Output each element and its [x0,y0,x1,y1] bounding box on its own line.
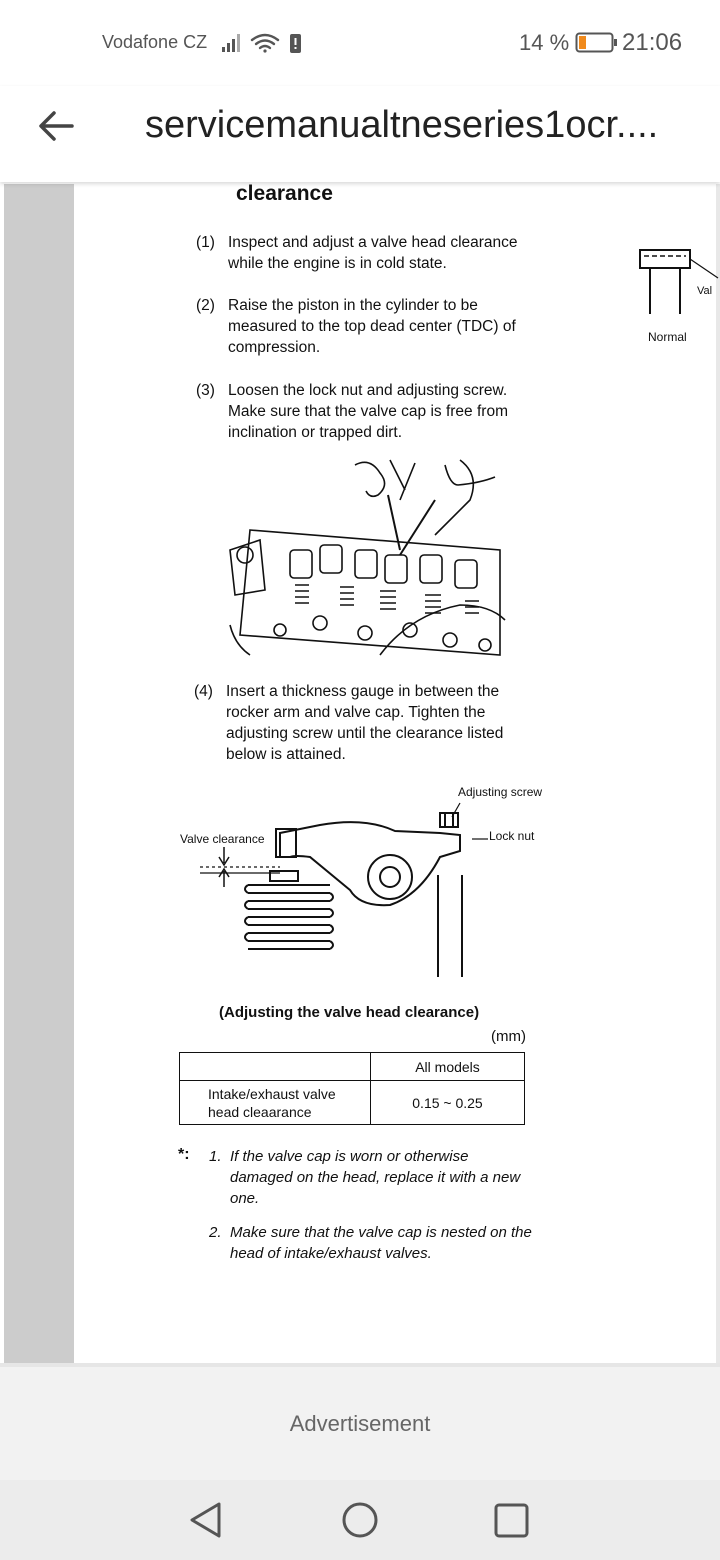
note-number: 1. [209,1148,222,1165]
circle-home-icon[interactable] [340,1500,380,1540]
signal-wifi-icons [220,31,306,55]
note-number: 2. [209,1224,222,1241]
engine-valve-illustration [220,455,510,665]
note-text: If the valve cap is worn or otherwise damaged on the head, replace it with a new one. [230,1148,521,1207]
section-heading: clearance [236,182,333,205]
document-title: servicemanualtneseries1ocr.... [145,104,659,146]
step-1 [196,232,541,276]
step-text: Inspect and adjust a valve head clearance while the engine is in cold state. [228,234,518,272]
page-gutter [4,184,74,1363]
note-text: Make sure that the valve cap is nested on the head of intake/exhaust valves. [230,1224,532,1262]
step-number: (3) [196,382,215,399]
table-cell: Intake/exhaust valve head cleaarance [180,1081,371,1125]
battery-saver-icon [290,34,301,53]
valve-cap-figure [630,246,720,316]
step-text: Loosen the lock nut and adjusting screw. Make sure that the valve cap is free from inclination or trapped dirt. [228,382,508,441]
step-text: Raise the piston in the cylinder to be measured to the top dead center (TDC) of compression. [228,297,516,356]
table-unit: (mm) [491,1028,526,1045]
table-header-cell [180,1053,371,1081]
triangle-back-icon[interactable] [186,1500,226,1540]
advertisement-label: Advertisement [289,1411,431,1436]
clock: 21:06 [622,29,683,56]
clearance-table [179,1052,525,1125]
label-lock-nut: Lock nut [489,829,535,843]
step-text: Insert a thickness gauge in between the rocker arm and valve cap. Tighten the adjusting screw until the clearance listed below is attained. [226,683,504,763]
battery-icon [575,31,619,55]
table-cell: 0.15 ~ 0.25 [371,1081,525,1125]
label-valve-clearance: Valve clearance [180,832,265,846]
label-adjusting-screw: Adjusting screw [458,785,543,799]
side-figure-label-cut: Val [697,285,713,297]
step-3 [196,380,541,446]
wifi-icon [252,35,278,53]
table-caption: (Adjusting the valve head clearance) [219,1004,480,1021]
arrow-left-icon[interactable] [36,106,76,146]
battery-percent: 14 % [519,30,570,55]
carrier-name: Vodafone CZ [102,32,208,52]
side-figure-label-normal: Normal [648,330,687,344]
note-1 [209,1146,539,1212]
notes-marker: *: [178,1146,190,1163]
step-number: (4) [194,683,213,700]
page-frame-right [716,184,720,1363]
step-4 [194,681,539,769]
signal-icon [222,34,240,52]
step-2 [196,295,541,361]
step-number: (1) [196,234,215,251]
table-header-cell: All models [371,1053,525,1081]
note-2 [209,1222,539,1266]
step-number: (2) [196,297,215,314]
rocker-arm-diagram [190,795,530,985]
square-recents-icon[interactable] [493,1502,531,1540]
